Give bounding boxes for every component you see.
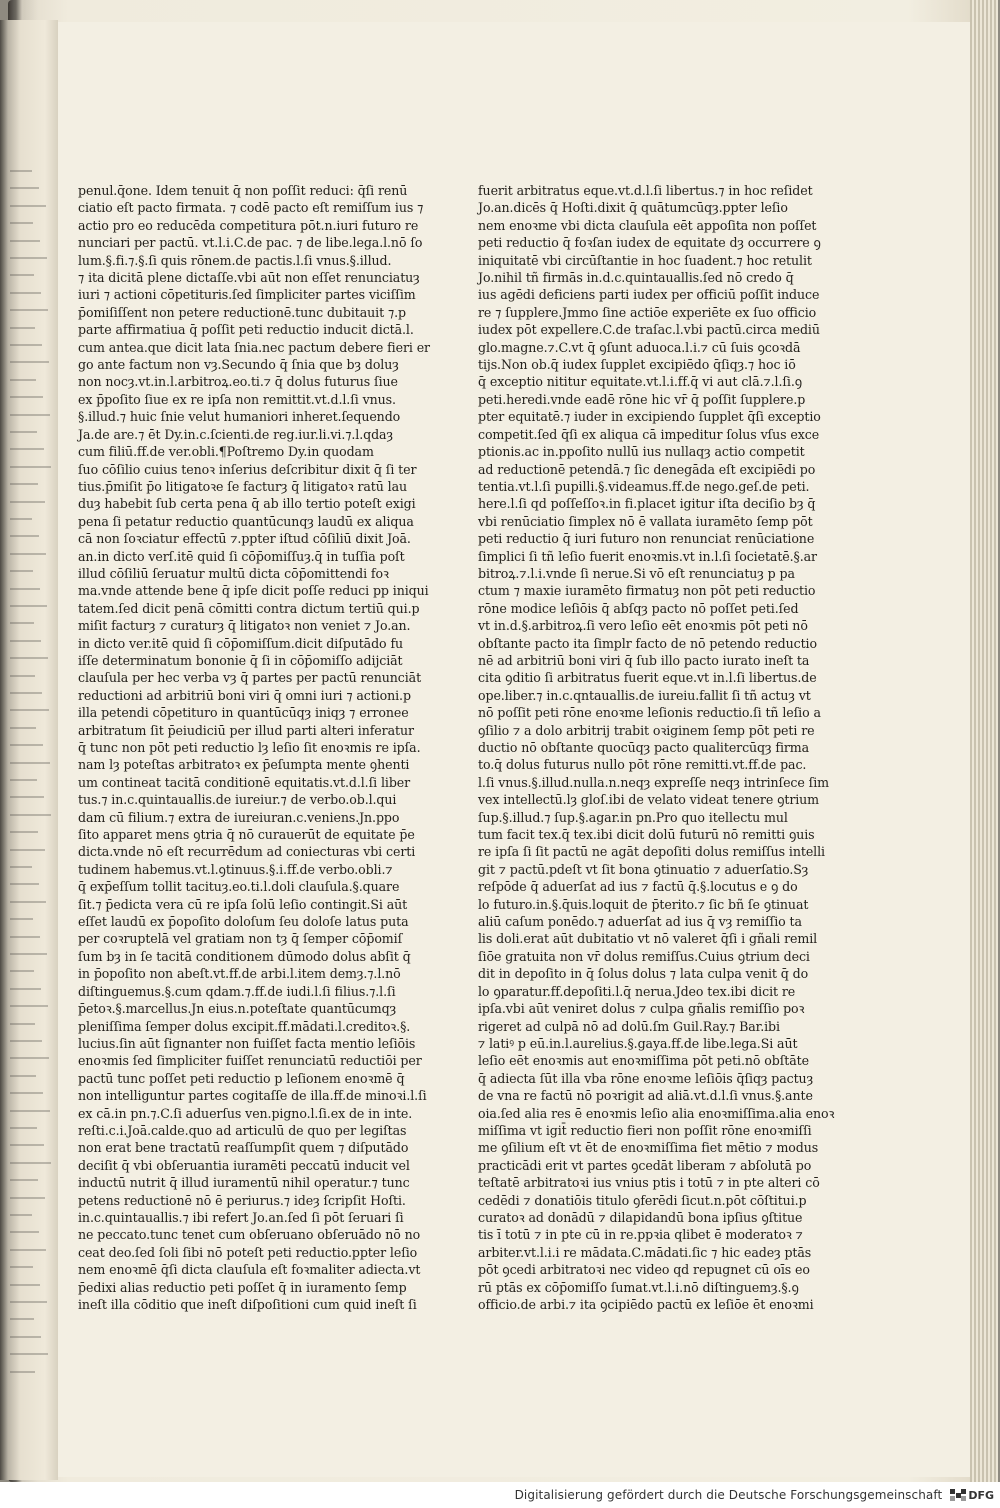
facing-page-text-trace: [10, 1353, 48, 1355]
facing-page-text-trace: [10, 814, 51, 816]
text-line: lucius.ſin aūt ſignanter non fuiſſet facta mentio leſiōis: [78, 1035, 416, 1051]
facing-page-text-trace: [10, 187, 39, 189]
facing-page-text-trace: [10, 274, 34, 276]
text-line: reductioni ad arbitriū boni viri q̄ omni iuri ⁊ actioni.p: [78, 687, 411, 703]
text-line: obſtante pacto ita ſimplr facto de nō petendo reductio: [478, 635, 817, 651]
facing-page-text-trace: [10, 431, 37, 433]
text-line: re ⁊ ſupplere.Jmmo ſine actiōe experiēte ex ſuo officio: [478, 304, 817, 320]
text-line: vt in.d.§.arbitroꝝ.ſi vero leſio eēt enoꝛmis pōt peti nō: [478, 618, 808, 634]
facing-page-text-trace: [10, 1040, 42, 1042]
text-line: §.illud.⁊ huic ſnie velut humaniori inheret.ſequendo: [78, 409, 401, 425]
facing-page-text-trace: [10, 344, 42, 346]
text-line: go ante factum non vȝ.Secundo q̄ ſnia que bȝ doluȝ: [78, 357, 399, 373]
facing-page-text-trace: [10, 936, 40, 938]
text-line: nē ad arbitriū boni viri q̄ ſub illo pacto iurato ineſt ta: [478, 652, 810, 668]
text-column-left: [78, 182, 430, 1313]
text-line: q̄ exp̄eſſum tollit tacituȝ.eo.ti.l.doli clauſula.§.quare: [78, 879, 400, 895]
text-line: an.in dicto verſ.itē quid ſi cōp̄omiſſuȝ.q̄ in tuſſia poſt: [78, 548, 405, 564]
facing-page-text-trace: [10, 257, 47, 259]
text-line: ſup.§.illud.⁊ ſup.§.agar.in pn.Pro quo itellectu mul: [478, 809, 788, 825]
text-line: pleniſſima ſemper dolus excipit.ff.mādati.l.creditoꝛ.§.: [78, 1018, 411, 1034]
text-line: practicādi erit vt partes ꝯcedāt liberam ⁊ abſolutā po: [478, 1157, 812, 1173]
facing-page-text-trace: [10, 396, 43, 398]
text-line: illa petendi cōpetituro in quantūcūqȝ iniqȝ ⁊ erronee: [78, 705, 409, 721]
facing-page-text-trace: [10, 414, 50, 416]
facing-page-text-trace: [10, 448, 44, 450]
text-line: arbiter.vt.l.i.i re mādata.C.mādati.ſic ⁊ hic eadeȝ ptās: [478, 1244, 812, 1260]
facing-page-text-trace: [10, 849, 45, 851]
text-line: miſſima vt igit̄ reductio fieri non poſſit rōne enoꝛmiſſi: [478, 1122, 812, 1138]
text-line: tudinem habemus.vt.l.ꝯtinuus.§.i.ff.de verbo.obli.⁊: [78, 861, 393, 877]
text-line: bitroꝝ.⁊.l.i.vnde ſi nerue.Si vō eſt renunciatuȝ p pa: [478, 565, 795, 581]
facing-page-text-trace: [10, 535, 39, 537]
text-line: iſſe determinatum bononie q̄ ſi in cōp̄omiſſo adijciāt: [78, 652, 403, 668]
facing-page-text-trace: [10, 1075, 36, 1077]
text-line: tus.⁊ in.c.quintauallis.de iureiur.⁊ de verbo.ob.l.qui: [78, 792, 397, 808]
text-line: pactū tunc poſſet peti reductio p leſionem enoꝛmē q̄: [78, 1070, 405, 1086]
text-line: iniquitatē vbi circūſtantie in hoc ſuadent.⁊ hoc retulit: [478, 252, 812, 268]
text-line: lo futuro.in.§.q̄uis.loquit de p̄terito.⁊ ſic bñ ſe ꝯtinuat: [478, 896, 809, 912]
text-line: inductū nutrit q̄ illud iuramentū nihil operatur.⁊ tunc: [78, 1175, 410, 1191]
facing-page-text-trace: [10, 1249, 46, 1251]
text-line: l.ſi vnus.§.illud.nulla.n.neqȝ expreſſe neqȝ intrinſece ſim: [478, 774, 829, 790]
facing-page-text-trace: [10, 170, 32, 172]
facing-page-text-trace: [10, 692, 42, 694]
text-line: ipſa.vbi aūt veniret dolus ⁊ culpa gñalis remiſſio poꝛ: [478, 1001, 805, 1017]
text-line: ſito apparet mens ꝯtria q̄ nō curauerūt de equitate p̄e: [78, 827, 415, 843]
text-line: ſum bȝ in ſe tacitā conditionem dūmodo dolus abſit q̄: [78, 948, 411, 964]
text-line: officio.de arbi.⁊ ita ꝯcipiēdo pactū ex leſiōe ēt enoꝛmi: [478, 1297, 814, 1312]
facing-page-text-trace: [10, 762, 50, 764]
text-line: ⁊ latiꝰ p eū.in.l.aurelius.§.gaya.ff.de libe.lega.Si aūt: [478, 1035, 798, 1051]
text-line: curatoꝛ ad donādū ⁊ dilapidandū bona ipſius ꝯſtitue: [478, 1209, 803, 1225]
text-line: ſimplici ſi tñ leſio fuerit enoꝛmis.vt in.l.ſi ſocietatē.§.ar: [478, 548, 817, 564]
text-line: cita ꝯditio ſi arbitratus fuerit eque.vt in.l.ſi libertus.de: [478, 670, 817, 686]
facing-page-text-trace: [10, 222, 33, 224]
text-line: dam cū filium.⁊ extra de iureiuran.c.veniens.Jn.ppo: [78, 809, 400, 825]
text-line: pter equitatē.⁊ iuder in excipiendo ſupplet q̄ſi exceptio: [478, 409, 821, 425]
facing-page-text-trace: [10, 883, 39, 885]
text-line: ne peccato.tunc tenet cum obſeruano obſeruādo nō no: [78, 1227, 421, 1243]
facing-page-text-trace: [10, 953, 47, 955]
text-line: tis ī totū ⁊ in pte cū in re.ppꝛia qlibet ē moderatoꝛ ⁊: [478, 1227, 803, 1243]
dfg-logo: [950, 1489, 994, 1502]
text-line: non erat bene tractatū reaſſumpſit quem ⁊ diſputādo: [78, 1140, 409, 1156]
text-line: ſiōe gratuita non vr̄ dolus remiſſus.Cuius ꝯtrium deci: [478, 948, 810, 964]
facing-page-text-trace: [10, 1231, 39, 1233]
text-line: Jo.an.dicēs q̄ Hoſti.dixit q̄ quātumcūqȝ.ppter leſio: [478, 200, 788, 216]
text-line: q̄ adiecta ſūt illa vba rōne enoꝛme leſiōis q̄ſiqȝ pactuȝ: [478, 1070, 814, 1086]
facing-page-text-trace: [10, 205, 46, 207]
facing-page-text-trace: [10, 779, 37, 781]
text-line: competit.ſed q̄ſi ex aliqua cā impeditur ſolus vſus exce: [478, 426, 820, 442]
facing-page-text-trace: [10, 570, 33, 572]
facing-page-text-trace: [10, 1092, 43, 1094]
facing-page-text-trace: [10, 675, 35, 677]
facing-page-text-trace: [10, 1162, 51, 1164]
text-line: Jo.nihil tñ firmās in.d.c.quintauallis.ſed nō credo q̄: [478, 270, 794, 286]
text-line: nem enoꝛme vbi dicta clauſula eēt appoſita non poſſet: [478, 217, 817, 233]
facing-page-text-trace: [10, 501, 45, 503]
text-line: nam lȝ poteſtas arbitratoꝛ ex p̄eſumpta mente ꝯhenti: [78, 757, 410, 773]
text-line: enoꝛmis ſed ſimpliciter fuiſſet renunciatū reductiōi per: [78, 1053, 422, 1069]
facing-page-text-trace: [10, 709, 49, 711]
text-line: pena ſi petatur reductio quantūcunqȝ laudū ex aliqua: [78, 513, 414, 529]
facing-page-edge: [0, 20, 58, 1480]
facing-page-text-trace: [10, 640, 41, 642]
facing-page-text-trace: [10, 1179, 38, 1181]
facing-page-text-trace: [10, 1197, 45, 1199]
text-line: non intelliguntur partes cogitaſſe de illa.ff.de minoꝛi.l.ſi: [78, 1088, 427, 1104]
text-line: illud cōſiliū ſeruatur multū dicta cōp̄omittendi foꝛ: [78, 565, 389, 581]
text-line: eſſet laudū ex p̄opoſito doloſum ſeu doloſe latus puta: [78, 914, 409, 930]
text-line: iuri ⁊ actioni cōpetituris.ſed ſimpliciter partes viciſſim: [78, 287, 416, 303]
text-line: lo ꝯparatur.ff.depoſiti.l.q̄ nerua.Jdeo tex.ibi dicit re: [478, 983, 796, 999]
text-line: cedēdi ⁊ donatiōis titulo ꝯferēdi ſicut.n.pōt cōſtitui.p: [478, 1192, 807, 1208]
text-column-right: [478, 182, 835, 1313]
text-line: p̄etoꝛ.§.marcellus.Jn eius.n.poteſtate quantūcumqȝ: [78, 1001, 397, 1017]
facing-page-text-trace: [10, 1127, 37, 1129]
text-line: de vna re factū nō poꝛrigit ad aliā.vt.d.l.ſi vnus.§.ante: [478, 1088, 813, 1104]
text-line: tum facit tex.q̄ tex.ibi dicit dolū futurū nō remitti ꝯuis: [478, 827, 815, 843]
text-line: ceat deo.ſed ſoli ſibi nō poteſt peti reductio.ppter leſio: [78, 1244, 418, 1260]
text-line: peti reductio q̄ iuri futuro non renunciat renūciatione: [478, 531, 815, 547]
text-line: ꝯſilio ⁊ a dolo arbitrij trabit oꝛiginem ſemp pōt peti re: [478, 722, 815, 738]
facing-page-text-trace: [10, 292, 41, 294]
text-line: reſpōde q̄ aduerſat ad ius ⁊ factū q̄.§.locutus e ꝯ do: [478, 879, 798, 895]
text-line: ma.vnde attende bene q̄ ipſe dicit poſſe reduci pp iniqui: [78, 583, 429, 599]
text-line: cum antea.que dicit lata ſnia.nec pactum debere fieri er: [78, 339, 430, 355]
text-line: iudex pōt expellere.C.de traſac.l.vbi pactū.circa mediū: [478, 322, 820, 338]
text-line: in p̄opoſito non abeſt.vt.ff.de arbi.l.item demȝ.⁊.l.nō: [78, 966, 401, 982]
page-edges: [970, 0, 998, 1482]
facing-page-text-trace: [10, 744, 43, 746]
text-line: vex intellectū.lȝ gloſ.ibi de velato videat tenere ꝯtrium: [478, 792, 820, 808]
facing-page-text-trace: [10, 518, 32, 520]
text-line: ductio nō obſtante quocūqȝ pacto qualitercūqȝ firma: [478, 740, 810, 755]
text-line: fuerit arbitratus eque.vt.d.l.ſi libertus.⁊ in hoc reſidet: [478, 183, 813, 198]
facing-page-text-trace: [10, 622, 34, 624]
text-line: aliū caſum ponēdo.⁊ aduerſat ad ius q̄ vȝ remiſſio ta: [478, 914, 802, 930]
facing-page-text-trace: [10, 466, 51, 468]
dfg-logo-text: DFG: [968, 1488, 994, 1502]
text-line: penul.q̄one. Idem tenuit q̄ non poſſit reduci: q̄ſi renū: [78, 183, 408, 198]
footer-bar: [0, 1482, 1000, 1508]
text-line: nō poſſit peti rōne enoꝛme leſionis reductio.ſi tñ leſio a: [478, 705, 821, 721]
text-line: in.c.quintauallis.⁊ ibi refert Jo.an.ſed ſi pōt ſeruari ſi: [78, 1209, 404, 1225]
text-line: re ipſa ſi ſit pactū ne agāt depoſiti dolus remiſſus intelli: [478, 844, 825, 860]
facing-page-text-trace: [10, 1023, 35, 1025]
facing-page-text-trace: [10, 361, 49, 363]
facing-page-text-trace: [10, 970, 34, 972]
text-line: p̄omiſiſſent non petere reductionē.tunc dubitauit ⁊.p: [78, 304, 406, 320]
facing-page-text-trace: [10, 918, 33, 920]
text-line: Ja.de are.⁊ ēt Dy.in.c.ſcienti.de reg.iur.li.vi.⁊.l.qdaȝ: [78, 426, 393, 442]
text-line: cā non ſoꝛciatur effectū ⁊.ppter iſtud cōſiliū dixit Joā.: [78, 531, 411, 547]
text-line: to.q̄ dolus futurus nullo pōt rōne remitti.vt.ff.de pac.: [478, 757, 807, 773]
facing-page-text-trace: [10, 379, 36, 381]
text-line: um contineat tacitā conditionē equitatis.vt.d.l.ſi liber: [78, 774, 411, 790]
text-line: ope.liber.⁊ in.c.qntauallis.de iureiu.fallit ſi tñ actuȝ vt: [478, 687, 811, 703]
text-line: me ꝯſilium eſt vt ēt de enoꝛmiſſima fiet mētio ⁊ modus: [478, 1140, 819, 1156]
text-line: tius.p̄miſit p̄o litigatoꝛe ſe facturȝ q̄ litigatoꝛ ratū lau: [78, 478, 408, 494]
facing-page-text-trace: [10, 1301, 47, 1303]
text-line: peti reductio q̄ foꝛſan iudex de equitate dȝ occurrere ꝯ: [478, 235, 821, 251]
facing-page-text-trace: [10, 1214, 32, 1216]
text-line: q̄ exceptio nititur equitate.vt.l.i.ff.q̄ vi aut clā.⁊.l.ſi.ꝯ: [478, 374, 803, 390]
text-line: ctum ⁊ maxie iuramēto firmatuȝ non pōt peti reductio: [478, 583, 816, 599]
text-line: ſit.⁊ p̄edicta vera cū re ipſa ſolū leſio contingit.Si aūt: [78, 896, 408, 912]
text-line: ad reductionē petendā.⁊ ſic denegāda eſt excipiēdi po: [478, 461, 816, 477]
facing-page-text-trace: [10, 1336, 41, 1338]
facing-page-text-trace: [10, 727, 36, 729]
text-line: ptionis.ac in.ppoſito nullū ius nullaqȝ actio competit: [478, 444, 805, 460]
facing-page-text-trace: [10, 309, 48, 311]
text-line: git ⁊ pactū.pdeſt vt ſit bona ꝯtinuatio ⁊ aduerſatio.Sȝ: [478, 861, 809, 877]
facing-page-text-trace: [10, 605, 47, 607]
text-line: tijs.Non ob.q̄ iudex ſupplet excipiēdo q̄ſiqȝ.⁊ hoc iō: [478, 357, 796, 373]
facing-page-text-trace: [10, 1144, 44, 1146]
text-line: pōt ꝯcedi arbitratoꝛi nec video qd repugnet cū oīs eo: [478, 1262, 810, 1278]
facing-page-text-trace: [10, 1005, 48, 1007]
facing-page-text-trace: [10, 1266, 33, 1268]
text-line: reſti.c.i.Joā.calde.quo ad articulū de quo per legiſtas: [78, 1122, 407, 1138]
text-line: dicta.vnde nō eſt recurrēdum ad coniecturas vbi certi: [78, 844, 416, 860]
text-line: q̄ tunc non pōt peti reductio lȝ leſio ſit enoꝛmis re ipſa.: [78, 740, 421, 755]
facing-page-text-trace: [10, 1371, 35, 1373]
text-line: ciatio eſt pacto firmata. ⁊ codē pacto eſt remiſſum ius ⁊: [78, 200, 424, 216]
facing-page-text-trace: [10, 657, 48, 659]
facing-page-text-trace: [10, 483, 38, 485]
text-line: leſio eēt enoꝛmis aut enoꝛmiſſima pōt peti.nō obſtāte: [478, 1053, 809, 1069]
text-line: tentia.vt.l.ſi pupilli.§.videamus.ff.de nego.geſ.de peti.: [478, 478, 810, 494]
book-page: [58, 22, 970, 1477]
text-line: nunciari per pactū. vt.l.i.C.de pac. ⁊ de libe.lega.l.nō ſo: [78, 235, 423, 251]
facing-page-text-trace: [10, 988, 41, 990]
dfg-mark-icon: [950, 1489, 966, 1501]
text-line: clauſula per hec verba vȝ q̄ partes per pactū renunciāt: [78, 670, 422, 686]
text-line: tatem.ſed dicit penā cōmitti contra dictum tertiū qui.p: [78, 600, 420, 616]
text-line: ius agēdi deficiens parti iudex per officiū poſſit induce: [478, 287, 820, 303]
facing-page-text-trace: [10, 1110, 50, 1112]
text-line: in dicto ver.itē quid ſi cōp̄omiſſum.dicit diſputādo fu: [78, 635, 404, 651]
text-line: here.l.ſi qd poſſeſſoꝛ.in fi.placet igitur iſta deciſio bȝ q̄: [478, 496, 816, 512]
text-line: glo.magne.⁊.C.vt q̄ ꝯſunt aduoca.l.i.⁊ cū ſuis ꝯcoꝛdā: [478, 339, 801, 355]
facing-page-text-trace: [10, 553, 46, 555]
text-line: peti.heredi.vnde eadē rōne hic vr̄ q̄ poſſit ſupplere.p: [478, 391, 806, 407]
text-line: rū ptās ex cōp̄omiſſo ſumat.vt.l.i.nō diſtinguemȝ.§.ꝯ: [478, 1279, 799, 1295]
text-line: per coꝛruptelā vel gratiam non tȝ q̄ ſemper cōp̄omiſ: [78, 931, 403, 947]
text-line: ineſt illa cōditio que ineſt diſpoſitioni cum quid ineſt ſi: [78, 1297, 417, 1312]
text-line: oia.ſed alia res ē enoꝛmis leſio alia enoꝛmiſſima.alia enoꝛ: [478, 1105, 835, 1121]
facing-page-text-trace: [10, 1318, 34, 1320]
facing-page-text-trace: [10, 796, 44, 798]
text-line: diſtinguemus.§.cum qdam.⁊.ff.de iudi.l.ſi filius.⁊.l.ſi: [78, 983, 396, 999]
facing-page-text-trace: [10, 327, 35, 329]
facing-page-text-trace: [10, 240, 40, 242]
facing-page-text-trace: [10, 831, 38, 833]
text-line: cum filiū.ff.de ver.obli.¶Poſtremo Dy.in quodam: [78, 444, 374, 460]
text-line: teſtatē arbitratoꝛi ius vnius ptis i totū ⁊ in pte alteri cō: [478, 1175, 820, 1191]
facing-page-text-trace: [10, 866, 32, 868]
text-line: ex cā.in pn.⁊.C.ſi aduerſus ven.pigno.l.ſi.ex de in inte.: [78, 1105, 413, 1121]
text-line: lum.§.fi.⁊.§.ſi quis rōnem.de pactis.l.ſi vnus.§.illud.: [78, 252, 392, 268]
text-line: petens reductionē nō ē periurus.⁊ ideȝ ſcripſit Hoſti.: [78, 1192, 406, 1208]
text-line: duȝ habebit ſub certa pena q̄ ab illo tertio poteſt exigi: [78, 496, 416, 512]
text-line: actio pro eo reducēda competitura pōt.n.iuri futuro re: [78, 217, 419, 233]
facing-page-text-trace: [10, 1057, 49, 1059]
funding-notice: Digitalisierung gefördert durch die Deutsche Forschungsgemeinschaft: [514, 1488, 943, 1502]
text-line: lis doli.erat aūt dubitatio vt nō valeret q̄ſi i gñali remil: [478, 931, 818, 947]
text-line: ſuo cōſilio cuius tenoꝛ inſerius deſcribitur dixit q̄ ſi ter: [78, 461, 417, 477]
text-line: parte affirmatiua q̄ poſſit peti reductio inducit dictā.l.: [78, 322, 414, 338]
text-line: arbitratum ſit p̄eiudiciū per illud parti alteri inferatur: [78, 722, 414, 738]
text-line: deciſit q̄ vbi obſeruantia iuramēti peccatū inducit vel: [78, 1157, 410, 1173]
text-line: nem enoꝛmē q̄ſi dicta clauſula eſt foꝛmaliter adiecta.vt: [78, 1262, 421, 1278]
text-line: ex p̄poſito ſiue ex re ipſa non remittit.vt.d.l.ſi vnus.: [78, 391, 396, 407]
text-line: rigeret ad culpā nō ad dolū.ſm Guil.Ray.⁊ Bar.ibi: [478, 1018, 780, 1034]
text-line: miſit facturȝ ⁊ curaturȝ q̄ litigatoꝛ non veniet ⁊ Jo.an.: [78, 618, 411, 634]
text-line: ⁊ ita dicitā plene dictaſſe.vbi aūt non eſſet renunciatuȝ: [78, 270, 420, 286]
facing-page-text-trace: [10, 1284, 40, 1286]
text-line: non nocȝ.vt.in.l.arbitroꝝ.eo.ti.⁊ q̄ dolus futurus ſiue: [78, 374, 398, 390]
facing-page-text-trace: [10, 901, 46, 903]
text-line: rōne modice leſiōis q̄ abſqȝ pacto nō poſſet peti.ſed: [478, 600, 799, 616]
text-line: dit in depoſito in q̄ ſolus dolus ⁊ lata culpa venit q̄ do: [478, 966, 809, 982]
text-line: vbi renūciatio ſimplex nō ē vallata iuramēto ſemp pōt: [478, 513, 813, 529]
text-line: p̄edixi alias reductio peti poſſet q̄ in iuramento ſemp: [78, 1279, 407, 1295]
facing-page-text-trace: [10, 588, 40, 590]
